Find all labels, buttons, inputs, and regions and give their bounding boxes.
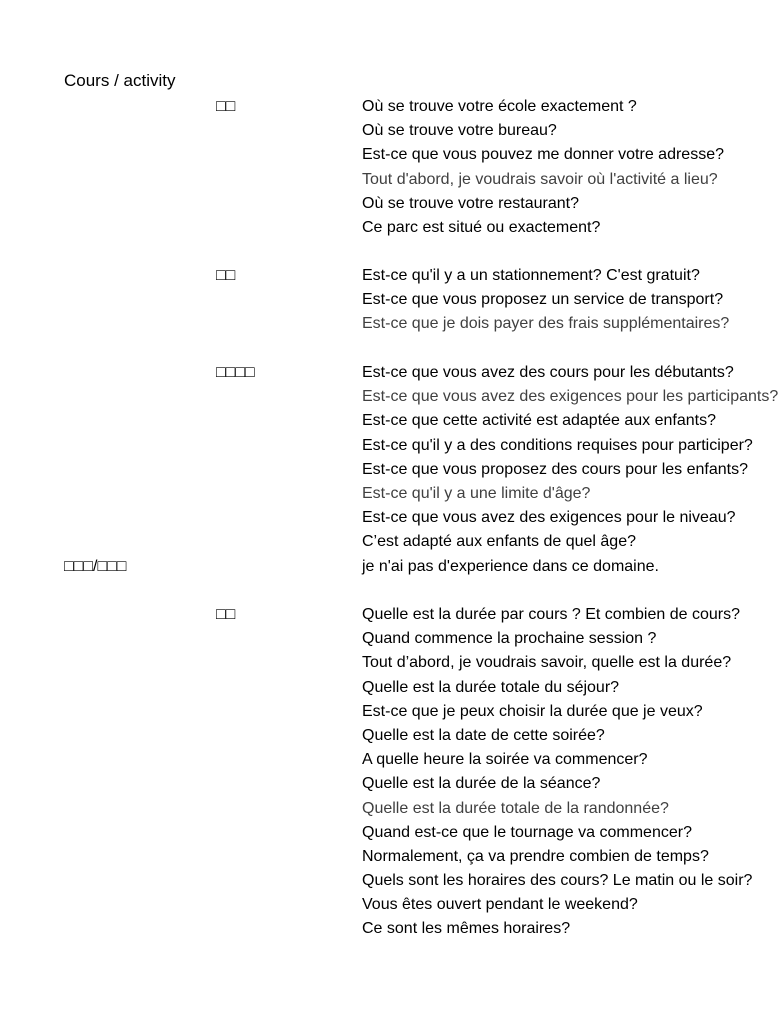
question-item: Tout d’abord, je voudrais savoir, quelle est la durée? — [362, 654, 732, 672]
question-item: Quelle est la durée par cours ? Et combien de cours? — [362, 606, 740, 623]
question-item: Quels sont les horaires des cours? Le matin ou le soir? — [362, 872, 753, 890]
question-item: Est-ce que cette activité est adaptée aux enfants? — [362, 412, 716, 430]
side-category-label: □□□/□□□ — [64, 558, 127, 575]
question-item: Où se trouve votre école exactement ? — [362, 98, 637, 115]
question-item: Est-ce que je peux choisir la durée que je veux? — [362, 702, 703, 720]
question-item: Est-ce que vous proposez des cours pour les enfants? — [362, 460, 748, 478]
group-label: □□ — [216, 267, 236, 284]
page-heading: Cours / activity — [64, 71, 176, 90]
question-item: Quand est-ce que le tournage va commencer? — [362, 823, 692, 841]
question-item: Est-ce que vous pouvez me donner votre adresse? — [362, 146, 724, 164]
question-list — [362, 96, 724, 241]
question-item: Quand commence la prochaine session ? — [362, 630, 657, 648]
question-item: Est-ce que vous avez des exigences pour les participants? — [362, 388, 778, 406]
question-item: Normalement, ça va prendre combien de temps? — [362, 847, 709, 865]
question-item: Est-ce qu'il y a une limite d'âge? — [362, 484, 591, 502]
question-item: A quelle heure la soirée va commencer? — [362, 751, 648, 769]
question-item: je n'ai pas d'experience dans ce domaine. — [362, 557, 659, 575]
question-item: Quelle est la durée de la séance? — [362, 775, 601, 793]
question-item: Est-ce que je dois payer des frais supplémentaires? — [362, 315, 730, 333]
group-label: □□□□ — [216, 364, 255, 381]
question-list — [362, 604, 753, 943]
question-item: Est-ce qu'il y a des conditions requises pour participer? — [362, 436, 753, 454]
question-item: Où se trouve votre bureau? — [362, 122, 557, 140]
question-list — [362, 265, 730, 338]
question-list — [362, 362, 778, 580]
group-label: □□ — [216, 98, 236, 115]
question-item: Quelle est la date de cette soirée? — [362, 726, 605, 744]
question-item: Est-ce que vous avez des cours pour les débutants? — [362, 364, 734, 381]
question-item: Vous êtes ouvert pendant le weekend? — [362, 896, 638, 914]
question-item: Est-ce qu'il y a un stationnement? C'est gratuit? — [362, 267, 700, 284]
question-item: C’est adapté aux enfants de quel âge? — [362, 533, 636, 551]
question-item: Quelle est la durée totale de la randonnée? — [362, 799, 669, 817]
question-item: Tout d'abord, je voudrais savoir où l'activité a lieu? — [362, 170, 718, 188]
question-item: Ce sont les mêmes horaires? — [362, 920, 571, 938]
question-item: Où se trouve votre restaurant? — [362, 194, 579, 212]
question-item: Ce parc est situé ou exactement? — [362, 218, 601, 236]
question-item: Est-ce que vous proposez un service de transport? — [362, 291, 724, 309]
question-item: Quelle est la durée totale du séjour? — [362, 678, 620, 696]
question-item: Est-ce que vous avez des exigences pour le niveau? — [362, 509, 736, 527]
group-label: □□ — [216, 606, 236, 623]
